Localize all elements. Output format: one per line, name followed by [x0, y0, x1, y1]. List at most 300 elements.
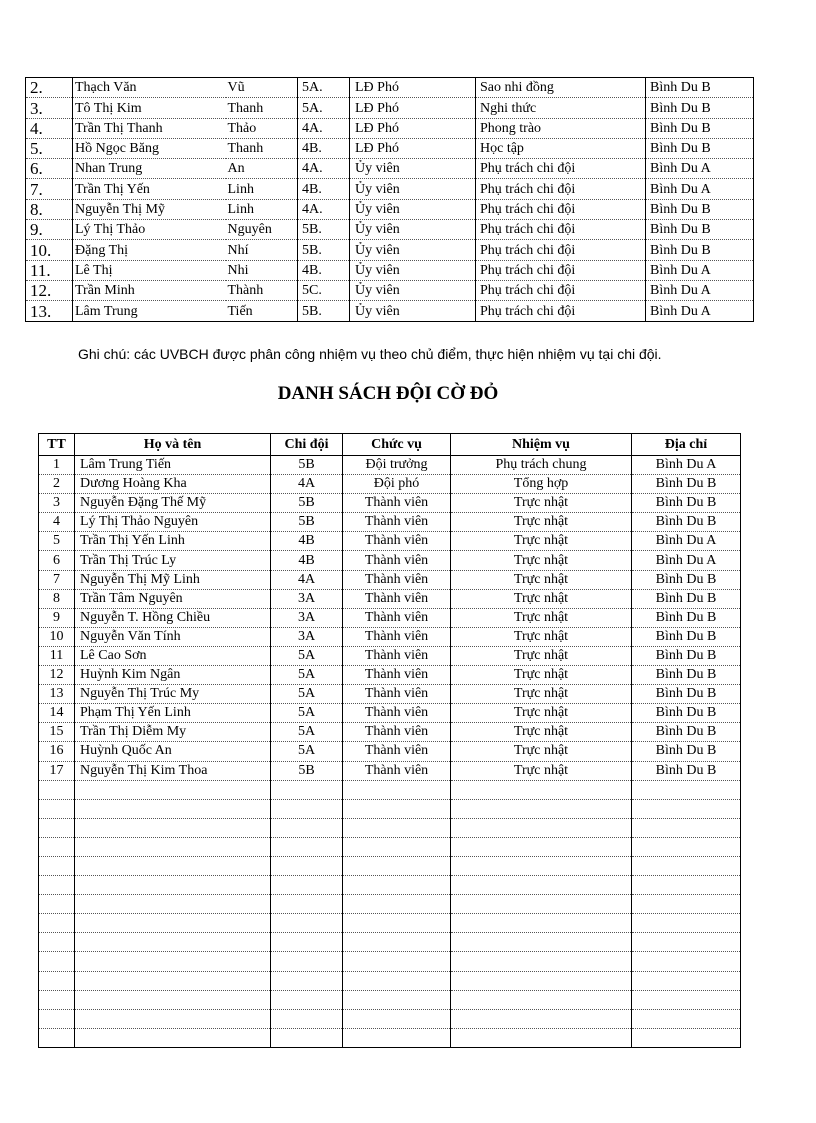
first-name: An — [226, 159, 298, 179]
first-name: Nguyên — [226, 220, 298, 240]
class-cell: 4B — [271, 532, 343, 551]
blank-row — [39, 818, 741, 837]
name-cell: Lâm Trung Tiến — [75, 456, 271, 475]
task-cell: Phụ trách chi đội — [476, 240, 646, 260]
table-row — [26, 179, 754, 199]
class-cell: 4B — [271, 551, 343, 570]
position-cell: Thành viên — [343, 532, 451, 551]
first-name: Thảo — [226, 118, 298, 138]
empty-cell — [39, 818, 75, 837]
empty-cell — [39, 780, 75, 799]
first-name: Thành — [226, 280, 298, 300]
task-cell: Phụ trách chi đội — [476, 159, 646, 179]
table-row — [26, 78, 754, 98]
address-cell: Bình Du B — [632, 608, 741, 627]
blank-row — [39, 837, 741, 856]
table-row — [39, 551, 741, 570]
name-cell: Nguyễn Thị Kim Thoa — [75, 761, 271, 780]
table-row — [26, 118, 754, 138]
last-name: Lâm Trung — [75, 303, 138, 319]
table-row — [26, 301, 754, 321]
class-cell: 5A. — [298, 78, 350, 98]
tt-cell: 12 — [39, 666, 75, 685]
empty-cell — [343, 1028, 451, 1047]
empty-cell — [632, 914, 741, 933]
empty-cell — [632, 971, 741, 990]
table-row — [26, 98, 754, 118]
empty-cell — [271, 856, 343, 875]
name-cell: Trần Thị Diễm My — [75, 723, 271, 742]
address-cell: Bình Du B — [632, 666, 741, 685]
tt-cell: 11 — [39, 646, 75, 665]
name-cell: Dương Hoàng Kha — [75, 475, 271, 494]
class-cell: 4B. — [298, 179, 350, 199]
address-cell: Bình Du B — [646, 78, 754, 98]
position-cell: Đội trưởng — [343, 456, 451, 475]
name-cell: Trần Thị Trúc Ly — [75, 551, 271, 570]
empty-cell — [632, 799, 741, 818]
task-cell: Trực nhật — [451, 646, 632, 665]
table-row — [39, 456, 741, 475]
empty-cell — [75, 952, 271, 971]
table-row — [39, 532, 741, 551]
position-cell: Thành viên — [343, 513, 451, 532]
row-number: 9. — [26, 220, 73, 240]
task-cell: Tổng hợp — [451, 475, 632, 494]
row-number: 3. — [26, 98, 73, 118]
empty-cell — [451, 1028, 632, 1047]
header-name: Họ và tên — [75, 434, 271, 456]
row-number: 6. — [26, 159, 73, 179]
address-cell: Bình Du B — [646, 240, 754, 260]
empty-cell — [271, 895, 343, 914]
empty-cell — [39, 971, 75, 990]
name-cell: Nguyễn T. Hồng Chiều — [75, 608, 271, 627]
task-cell: Trực nhật — [451, 742, 632, 761]
empty-cell — [75, 818, 271, 837]
page-title: DANH SÁCH ĐỘI CỜ ĐỎ — [277, 383, 499, 404]
tt-cell: 15 — [39, 723, 75, 742]
address-cell: Bình Du B — [632, 513, 741, 532]
address-cell: Bình Du A — [646, 280, 754, 300]
empty-cell — [343, 933, 451, 952]
address-cell: Bình Du B — [632, 627, 741, 646]
empty-cell — [343, 971, 451, 990]
name-cell: Trần Tâm Nguyên — [75, 589, 271, 608]
address-cell: Bình Du B — [632, 494, 741, 513]
position-cell: Thành viên — [343, 742, 451, 761]
empty-cell — [75, 914, 271, 933]
name-cell: Huỳnh Kim Ngân — [75, 666, 271, 685]
address-cell: Bình Du A — [646, 159, 754, 179]
task-cell: Phụ trách chi đội — [476, 280, 646, 300]
tt-cell: 13 — [39, 685, 75, 704]
class-cell: 3A — [271, 589, 343, 608]
name-cell: Nguyễn Văn Tính — [75, 627, 271, 646]
tt-cell: 2 — [39, 475, 75, 494]
address-cell: Bình Du B — [646, 138, 754, 158]
last-name: Tô Thị Kim — [73, 98, 226, 118]
task-cell: Trực nhật — [451, 532, 632, 551]
tt-cell: 8 — [39, 589, 75, 608]
task-cell: Nghi thức — [476, 98, 646, 118]
empty-cell — [632, 1009, 741, 1028]
empty-cell — [632, 952, 741, 971]
task-cell: Phụ trách chi đội — [476, 179, 646, 199]
blank-row — [39, 914, 741, 933]
task-cell: Trực nhật — [451, 570, 632, 589]
class-cell: 5B. — [298, 220, 350, 240]
empty-cell — [75, 990, 271, 1009]
empty-cell — [343, 837, 451, 856]
blank-row — [39, 933, 741, 952]
empty-cell — [75, 1028, 271, 1047]
last-name: Đặng Thị — [73, 240, 226, 260]
position-cell: Thành viên — [343, 608, 451, 627]
class-cell: 5B — [271, 761, 343, 780]
blank-row — [39, 1028, 741, 1047]
empty-cell — [632, 856, 741, 875]
empty-cell — [271, 1028, 343, 1047]
address-cell: Bình Du A — [632, 551, 741, 570]
task-cell: Trực nhật — [451, 685, 632, 704]
table-row — [39, 666, 741, 685]
empty-cell — [632, 933, 741, 952]
class-cell: 5A — [271, 704, 343, 723]
name-cell: Lý Thị Thảo Nguyên — [75, 513, 271, 532]
last-name: Trần Thị Yến — [73, 179, 226, 199]
address-cell: Bình Du B — [632, 761, 741, 780]
empty-cell — [75, 933, 271, 952]
empty-cell — [343, 818, 451, 837]
class-cell: 5A — [271, 646, 343, 665]
empty-cell — [75, 799, 271, 818]
empty-cell — [39, 1028, 75, 1047]
table-row — [39, 761, 741, 780]
table-row — [26, 280, 754, 300]
row-number: 12. — [26, 280, 73, 300]
position-cell: Thành viên — [343, 723, 451, 742]
empty-cell — [271, 1009, 343, 1028]
blank-row — [39, 971, 741, 990]
address-cell: Bình Du A — [646, 179, 754, 199]
table-row — [26, 220, 754, 240]
empty-cell — [632, 876, 741, 895]
empty-cell — [271, 952, 343, 971]
empty-cell — [451, 914, 632, 933]
address-cell: Bình Du B — [632, 475, 741, 494]
position-cell: Thành viên — [343, 570, 451, 589]
task-cell: Học tập — [476, 138, 646, 158]
empty-cell — [343, 895, 451, 914]
class-cell: 4B. — [298, 138, 350, 158]
first-name: Thanh — [226, 98, 298, 118]
position-cell: Thành viên — [343, 589, 451, 608]
class-cell: 5C. — [298, 280, 350, 300]
row-number: 13. — [26, 301, 73, 321]
empty-cell — [271, 990, 343, 1009]
empty-cell — [451, 780, 632, 799]
empty-cell — [39, 990, 75, 1009]
task-cell: Trực nhật — [451, 666, 632, 685]
empty-cell — [39, 1009, 75, 1028]
class-cell: 5A — [271, 723, 343, 742]
position-cell: Ủy viên — [350, 301, 476, 321]
table-row — [39, 704, 741, 723]
tt-cell: 17 — [39, 761, 75, 780]
table-row — [39, 742, 741, 761]
blank-row — [39, 780, 741, 799]
empty-cell — [75, 876, 271, 895]
header-address: Địa chỉ — [632, 434, 741, 456]
empty-cell — [451, 895, 632, 914]
address-cell: Bình Du B — [632, 646, 741, 665]
first-name: Tiến — [226, 301, 298, 321]
name-cell: Trần Thị Yến Linh — [75, 532, 271, 551]
tt-cell: 1 — [39, 456, 75, 475]
blank-row — [39, 895, 741, 914]
empty-cell — [75, 856, 271, 875]
class-cell: 4A — [271, 570, 343, 589]
empty-cell — [39, 914, 75, 933]
position-cell: LĐ Phó — [350, 118, 476, 138]
empty-cell — [75, 837, 271, 856]
empty-cell — [271, 933, 343, 952]
task-cell: Phụ trách chung — [451, 456, 632, 475]
class-cell: 5A — [271, 685, 343, 704]
class-cell: 4A. — [298, 159, 350, 179]
empty-cell — [451, 818, 632, 837]
task-cell: Phụ trách chi đội — [476, 301, 646, 321]
task-cell: Trực nhật — [451, 513, 632, 532]
class-cell: 5B — [271, 513, 343, 532]
position-cell: LĐ Phó — [350, 98, 476, 118]
row-number: 8. — [26, 199, 73, 219]
first-name: Linh — [226, 179, 298, 199]
class-cell: 4A. — [298, 118, 350, 138]
empty-cell — [451, 837, 632, 856]
class-cell: 4A. — [298, 199, 350, 219]
empty-cell — [271, 914, 343, 933]
note-text: Ghi chú: các UVBCH được phân công nhiệm vụ theo chủ điểm, thực hiện nhiệm vụ tại chi đội. — [78, 346, 662, 362]
empty-cell — [451, 876, 632, 895]
class-cell: 5B. — [298, 301, 350, 321]
empty-cell — [343, 952, 451, 971]
last-name: Trần Minh — [73, 280, 226, 300]
row-number: 10. — [26, 240, 73, 260]
address-cell: Bình Du B — [632, 589, 741, 608]
task-cell: Sao nhi đồng — [476, 78, 646, 98]
tt-cell: 9 — [39, 608, 75, 627]
table-row — [39, 589, 741, 608]
empty-cell — [75, 971, 271, 990]
table-row — [26, 138, 754, 158]
row-number: 2. — [26, 78, 73, 98]
position-cell: Ủy viên — [350, 159, 476, 179]
empty-cell — [343, 856, 451, 875]
class-cell: 5B — [271, 456, 343, 475]
blank-row — [39, 990, 741, 1009]
position-cell: Ủy viên — [350, 220, 476, 240]
position-cell: Thành viên — [343, 551, 451, 570]
name-cell: Phạm Thị Yến Linh — [75, 704, 271, 723]
empty-cell — [343, 1009, 451, 1028]
tt-cell: 3 — [39, 494, 75, 513]
position-cell: Đội phó — [343, 475, 451, 494]
position-cell: LĐ Phó — [350, 138, 476, 158]
header-task: Nhiệm vụ — [451, 434, 632, 456]
empty-cell — [343, 799, 451, 818]
tt-cell: 7 — [39, 570, 75, 589]
position-cell: Thành viên — [343, 704, 451, 723]
tt-cell: 16 — [39, 742, 75, 761]
empty-cell — [75, 1009, 271, 1028]
name-cell: Nguyễn Đặng Thế Mỹ — [75, 494, 271, 513]
blank-row — [39, 1009, 741, 1028]
first-name: Vũ — [226, 78, 298, 98]
empty-cell — [451, 971, 632, 990]
position-cell: LĐ Phó — [350, 78, 476, 98]
address-cell: Bình Du B — [632, 742, 741, 761]
blank-row — [39, 876, 741, 895]
empty-cell — [271, 818, 343, 837]
task-cell: Trực nhật — [451, 704, 632, 723]
address-cell: Bình Du B — [632, 723, 741, 742]
position-cell: Ủy viên — [350, 240, 476, 260]
position-cell: Ủy viên — [350, 179, 476, 199]
class-cell: 5B. — [298, 240, 350, 260]
task-cell: Phụ trách chi đội — [476, 220, 646, 240]
task-cell: Trực nhật — [451, 494, 632, 513]
class-cell: 5A — [271, 666, 343, 685]
position-cell: Ủy viên — [350, 199, 476, 219]
tt-cell: 10 — [39, 627, 75, 646]
empty-cell — [39, 837, 75, 856]
empty-cell — [271, 876, 343, 895]
row-number: 7. — [26, 179, 73, 199]
empty-cell — [39, 952, 75, 971]
empty-cell — [39, 876, 75, 895]
class-cell: 5B — [271, 494, 343, 513]
table-row — [39, 685, 741, 704]
tt-cell: 14 — [39, 704, 75, 723]
header-position: Chức vụ — [343, 434, 451, 456]
class-cell: 4B. — [298, 260, 350, 280]
table-row — [26, 159, 754, 179]
name-cell: Nguyễn Thị Trúc My — [75, 685, 271, 704]
empty-cell — [271, 780, 343, 799]
first-name: Thanh — [226, 138, 298, 158]
empty-cell — [451, 990, 632, 1009]
last-name: Lê Thị — [73, 260, 226, 280]
empty-cell — [39, 856, 75, 875]
class-cell: 3A — [271, 608, 343, 627]
task-cell: Trực nhật — [451, 761, 632, 780]
address-cell: Bình Du B — [646, 98, 754, 118]
tt-cell: 5 — [39, 532, 75, 551]
tt-cell: 6 — [39, 551, 75, 570]
task-cell: Trực nhật — [451, 551, 632, 570]
empty-cell — [632, 818, 741, 837]
position-cell: Ủy viên — [350, 280, 476, 300]
last-name: Nguyễn Thị Mỹ — [73, 199, 226, 219]
position-cell: Thành viên — [343, 666, 451, 685]
name-cell: Huỳnh Quốc An — [75, 742, 271, 761]
first-name: Nhí — [226, 240, 298, 260]
row-number: 11. — [26, 260, 73, 280]
last-name: Nhan Trung — [73, 159, 226, 179]
empty-cell — [75, 895, 271, 914]
empty-cell — [39, 933, 75, 952]
position-cell: Thành viên — [343, 494, 451, 513]
empty-cell — [451, 799, 632, 818]
empty-cell — [271, 799, 343, 818]
table-header-row — [39, 434, 741, 456]
empty-cell — [451, 952, 632, 971]
empty-cell — [343, 914, 451, 933]
table-row — [39, 570, 741, 589]
empty-cell — [632, 837, 741, 856]
empty-cell — [632, 990, 741, 1009]
empty-cell — [632, 780, 741, 799]
position-cell: Thành viên — [343, 627, 451, 646]
name-cell: Nguyễn Thị Mỹ Linh — [75, 570, 271, 589]
position-cell: Thành viên — [343, 646, 451, 665]
task-cell: Phong trào — [476, 118, 646, 138]
blank-row — [39, 799, 741, 818]
position-cell: Thành viên — [343, 761, 451, 780]
empty-cell — [271, 837, 343, 856]
header-tt: TT — [39, 434, 75, 456]
first-name: Linh — [226, 199, 298, 219]
empty-cell — [343, 990, 451, 1009]
address-cell: Bình Du B — [646, 118, 754, 138]
tt-cell: 4 — [39, 513, 75, 532]
class-cell: 5A. — [298, 98, 350, 118]
table-row — [39, 513, 741, 532]
table-row — [39, 627, 741, 646]
empty-cell — [632, 895, 741, 914]
class-cell: 4A — [271, 475, 343, 494]
table-row — [39, 646, 741, 665]
address-cell: Bình Du B — [632, 704, 741, 723]
last-name: Trần Thị Thanh — [73, 118, 226, 138]
table-row — [39, 723, 741, 742]
empty-cell — [75, 780, 271, 799]
task-cell: Trực nhật — [451, 608, 632, 627]
table-row — [26, 260, 754, 280]
blank-row — [39, 856, 741, 875]
committee-table — [25, 77, 754, 322]
address-cell: Bình Du A — [646, 260, 754, 280]
last-name: Lý Thị Thảo — [73, 220, 226, 240]
last-name: Hồ Ngọc Băng — [73, 138, 226, 158]
position-cell: Ủy viên — [350, 260, 476, 280]
address-cell: Bình Du B — [646, 199, 754, 219]
row-number: 5. — [26, 138, 73, 158]
address-cell: Bình Du A — [632, 532, 741, 551]
table-row — [26, 240, 754, 260]
empty-cell — [343, 780, 451, 799]
empty-cell — [451, 1009, 632, 1028]
task-cell: Trực nhật — [451, 589, 632, 608]
task-cell: Trực nhật — [451, 723, 632, 742]
address-cell: Bình Du A — [650, 303, 711, 319]
address-cell: Bình Du B — [646, 220, 754, 240]
blank-row — [39, 952, 741, 971]
table-row — [39, 608, 741, 627]
empty-cell — [39, 895, 75, 914]
